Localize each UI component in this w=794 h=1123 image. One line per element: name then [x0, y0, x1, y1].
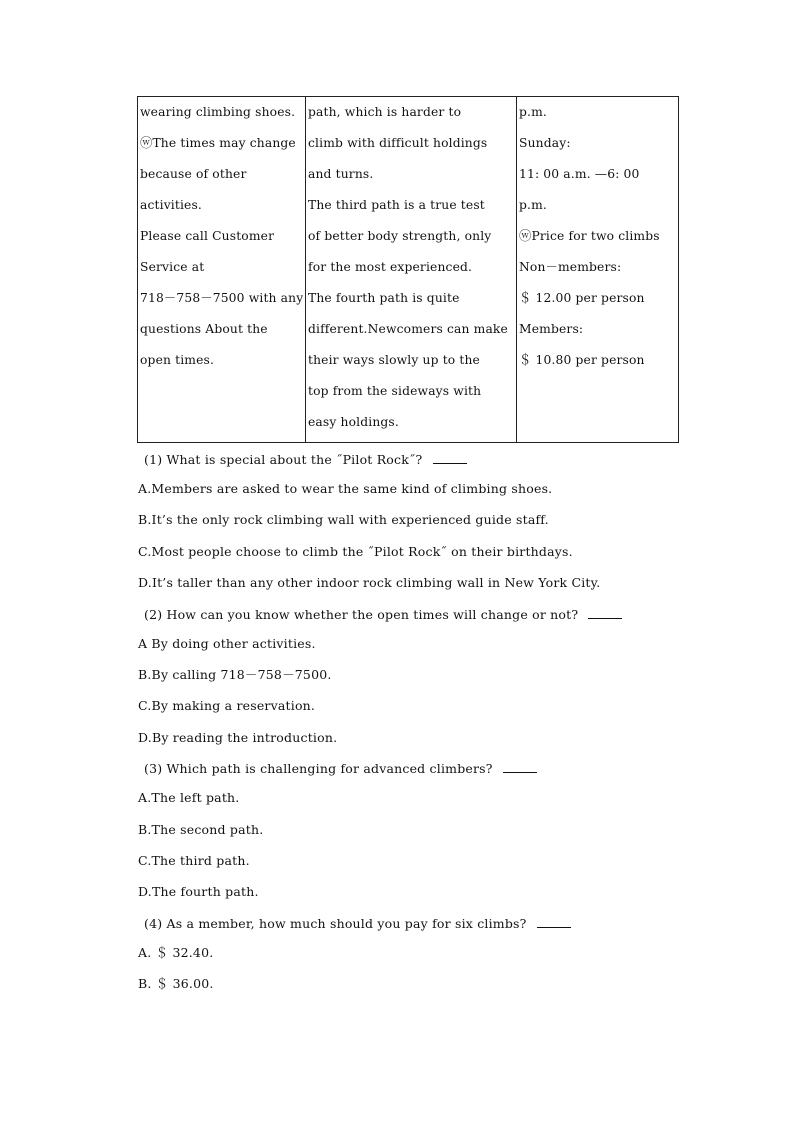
answer-option: D.By reading the introduction. — [138, 729, 338, 745]
answer-option: B.It’s the only rock climbing wall with experienced guide staff. — [138, 512, 549, 528]
answer-option: D.The fourth path. — [138, 884, 259, 900]
answer-blank[interactable] — [588, 606, 622, 619]
cell-line: Please call Customer — [140, 229, 275, 243]
answer-option: A. ＄ 32.40. — [138, 944, 214, 960]
cell-line: open times. — [140, 353, 215, 367]
answer-option: A.The left path. — [138, 790, 240, 806]
cell-line: their ways slowly up to the — [308, 353, 480, 367]
answer-option: B.By calling 718－758－7500. — [138, 666, 332, 682]
info-table — [137, 96, 679, 443]
cell-line: p.m. — [519, 105, 547, 119]
cell-line: path, which is harder to — [308, 105, 462, 119]
cell-line: Service at — [140, 260, 205, 274]
answer-option: A By doing other activities. — [138, 635, 316, 651]
answer-blank[interactable] — [433, 451, 467, 464]
cell-line: top from the sideways with — [308, 384, 482, 398]
cell-line: of better body strength, only — [308, 229, 492, 243]
question-text: (3) Which path is challenging for advanced climbers? — [144, 761, 497, 777]
cell-line: activities. — [140, 198, 202, 212]
cell-line: Sunday: — [519, 136, 571, 150]
answer-option: B.The second path. — [138, 821, 264, 837]
question-stem — [138, 908, 698, 937]
cell-line: 718－758－7500 with any — [140, 291, 303, 305]
cell-line: Non－members: — [519, 260, 622, 274]
question-text: (2) How can you know whether the open times will change or not? — [144, 606, 583, 622]
table-cell-prices — [517, 97, 679, 443]
cell-line: easy holdings. — [308, 415, 399, 429]
cell-line: because of other — [140, 167, 247, 181]
cell-line: ⓦThe times may change — [140, 136, 296, 150]
cell-line: questions About the — [140, 322, 268, 336]
cell-line: 11: 00 a.m. —6: 00 — [519, 167, 640, 181]
answer-option: C.The third path. — [138, 852, 250, 868]
cell-line: p.m. — [519, 198, 547, 212]
questions-section — [138, 444, 698, 999]
question-stem — [138, 444, 698, 473]
answer-option: A.Members are asked to wear the same kind of climbing shoes. — [138, 481, 553, 496]
cell-line: and turns. — [308, 167, 374, 181]
question-text: (1) What is special about the ˝Pilot Rock˝? — [144, 452, 427, 467]
question-text: (4) As a member, how much should you pay for six climbs? — [144, 915, 531, 931]
answer-option: C.By making a reservation. — [138, 698, 316, 714]
cell-line: different.Newcomers can make — [308, 322, 508, 336]
answer-blank[interactable] — [537, 915, 571, 928]
answer-option: C.Most people choose to climb the ˝Pilot Rock˝ on their birthdays. — [138, 543, 573, 559]
table-row — [138, 97, 679, 443]
answer-option: D.It’s taller than any other indoor rock climbing wall in New York City. — [138, 575, 601, 591]
table-cell-paths — [306, 97, 517, 443]
cell-line: ＄ 10.80 per person — [519, 353, 645, 367]
cell-line: The third path is a true test — [308, 198, 485, 212]
answer-option: B. ＄ 36.00. — [138, 976, 214, 992]
answer-blank[interactable] — [503, 760, 537, 773]
cell-line: ＄ 12.00 per person — [519, 291, 645, 305]
question-stem — [138, 599, 698, 628]
cell-line: climb with difficult holdings — [308, 136, 488, 150]
cell-line: wearing climbing shoes. — [140, 105, 296, 119]
question-stem — [138, 753, 698, 782]
cell-line: for the most experienced. — [308, 260, 473, 274]
cell-line: Members: — [519, 322, 584, 336]
cell-line: ⓦPrice for two climbs — [519, 229, 660, 243]
table-cell-open-times — [138, 97, 306, 443]
cell-line: The fourth path is quite — [308, 291, 460, 305]
